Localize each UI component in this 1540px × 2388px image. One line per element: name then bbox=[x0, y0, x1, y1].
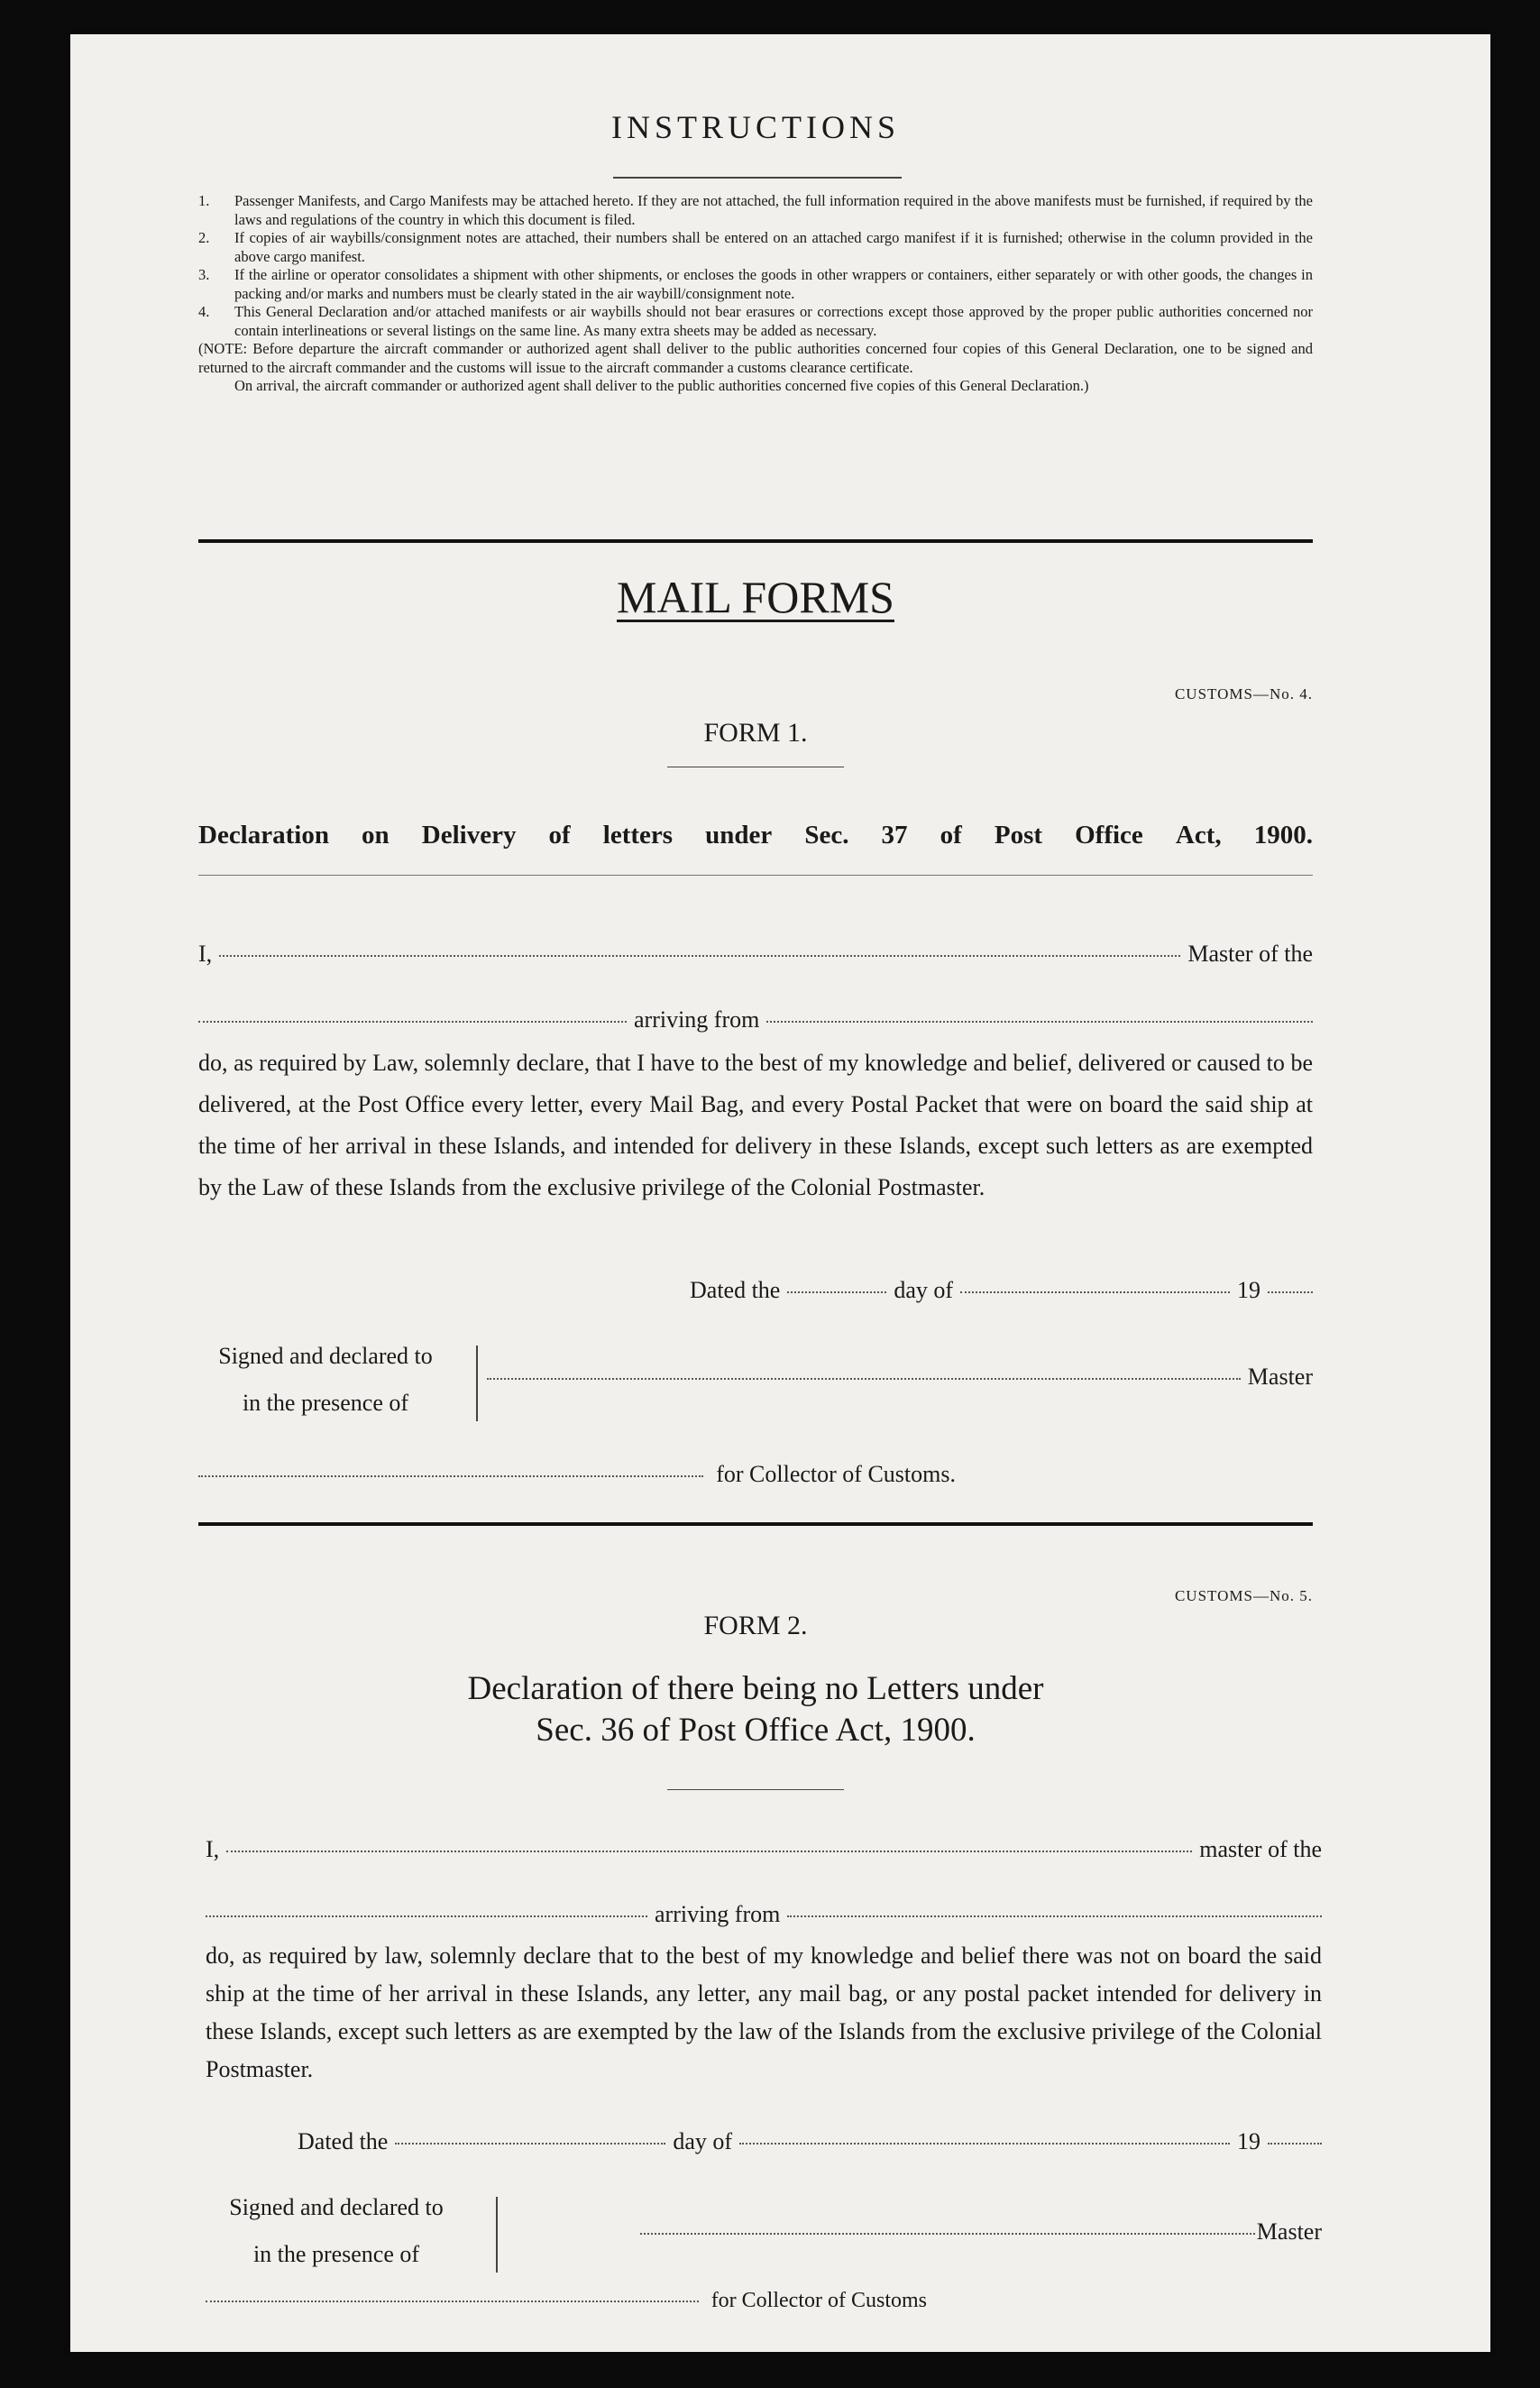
instruction-text: This General Declaration and/or attached manifests or air waybills should not bear erasures or corrections except those approved by the proper public authorities concerned nor contain interlineations or several listings on the same line. As many extra sheets may be added as necessary. bbox=[234, 303, 1313, 339]
day-of-label: day of bbox=[894, 1277, 954, 1303]
form2-declaration-body: do, as required by law, solemnly declare that to the best of my knowledge and belief there was not on board the said ship at the time of her arrival in these Islands, any letter, any mail bag, or any postal packet intended for delivery in these Islands, except such letters as are exempted by the law of the Islands from the exclusive privilege of the Colonial Postmaster. bbox=[206, 1943, 1322, 2082]
master-label: Master bbox=[1256, 2218, 1322, 2245]
instruction-note bbox=[198, 340, 1313, 396]
declaration-word: of bbox=[548, 821, 571, 850]
instruction-item bbox=[198, 229, 1313, 266]
year-field[interactable] bbox=[1268, 1291, 1313, 1293]
form1-declaration-body: do, as required by Law, solemnly declare, that I have to the best of my knowledge and belief, delivered or caused to be delivered, at the Post Office every letter, every Mail Bag, and every Postal Packet that were on board the said ship at the time of her arrival in these Islands, and intended for delivery in these Islands, except such letters as are exempted by the Law of these Islands from the exclusive privilege of the Colonial Postmaster. bbox=[198, 1050, 1313, 1200]
master-signature-line bbox=[640, 2218, 1322, 2246]
declaration-word: Act, bbox=[1175, 821, 1222, 850]
master-name-field[interactable] bbox=[219, 955, 1180, 957]
form2-heading-line-2: Sec. 36 of Post Office Act, 1900. bbox=[536, 1712, 976, 1749]
month-field[interactable] bbox=[739, 2143, 1230, 2145]
declaration-word: 37 bbox=[881, 821, 908, 850]
instruction-item bbox=[198, 192, 1313, 229]
document-page bbox=[70, 34, 1490, 2352]
form2-dated-line bbox=[298, 2128, 1322, 2155]
form2-customs-number: CUSTOMS—No. 5. bbox=[1174, 1587, 1313, 1604]
i-label: I, bbox=[206, 1836, 220, 1862]
signed-line-2: in the presence of bbox=[242, 1390, 409, 1416]
instruction-number: 3. bbox=[198, 266, 210, 283]
instruction-note-arrival: On arrival, the aircraft commander or authorized agent shall deliver to the public authorities concerned five copies of this General Declaration.) bbox=[234, 377, 1089, 394]
master-name-field[interactable] bbox=[226, 1851, 1192, 1852]
year-prefix-label: 19 bbox=[1237, 1277, 1260, 1303]
form1-master-line bbox=[198, 941, 1313, 968]
declaration-word: Sec. bbox=[804, 821, 849, 850]
signed-line-1: Signed and declared to bbox=[229, 2194, 444, 2220]
form1-collector-line bbox=[198, 1461, 956, 1488]
declaration-word: on bbox=[362, 821, 390, 850]
collector-signature-field[interactable] bbox=[206, 2301, 699, 2302]
instruction-number: 4. bbox=[198, 303, 210, 320]
form2-heading-line-1: Declaration of there being no Letters under bbox=[467, 1670, 1044, 1707]
instruction-item bbox=[198, 303, 1313, 340]
instruction-text: Passenger Manifests, and Cargo Manifests may be attached hereto. If they are not attached, the full information required in the above manifests must be furnished, if required by the laws and regulations of the country in which this document is filed. bbox=[234, 192, 1313, 228]
instructions-list bbox=[198, 192, 1313, 396]
year-prefix-label: 19 bbox=[1237, 2128, 1260, 2154]
master-signature-line bbox=[487, 1364, 1313, 1391]
form2-title: FORM 2. bbox=[703, 1611, 808, 1640]
declaration-word: letters bbox=[602, 821, 674, 850]
form1-declaration-heading bbox=[198, 821, 1313, 850]
arriving-from-label: arriving from bbox=[634, 1006, 760, 1033]
form-divider bbox=[198, 1522, 1313, 1526]
arriving-from-field[interactable] bbox=[787, 1915, 1322, 1917]
declaration-word: Office bbox=[1075, 821, 1143, 850]
master-of-the-label: Master of the bbox=[1187, 941, 1313, 967]
declaration-word: Post bbox=[994, 821, 1043, 850]
declaration-word: Delivery bbox=[421, 821, 517, 850]
master-signature-field[interactable] bbox=[640, 2233, 1255, 2235]
instruction-text: If copies of air waybills/consignment notes are attached, their numbers shall be entered on an attached cargo manifest if it is furnished; otherwise in the column provided in the above cargo manifest. bbox=[234, 229, 1313, 265]
instruction-number: 1. bbox=[198, 192, 210, 209]
declaration-word: Declaration bbox=[198, 821, 329, 850]
collector-signature-field[interactable] bbox=[198, 1475, 703, 1477]
section-divider bbox=[198, 539, 1313, 543]
arriving-from-label: arriving from bbox=[655, 1901, 781, 1927]
master-of-the-label: master of the bbox=[1199, 1836, 1322, 1862]
form2-arriving-line bbox=[206, 1901, 1322, 1928]
master-signature-field[interactable] bbox=[487, 1378, 1241, 1380]
collector-label: for Collector of Customs bbox=[710, 2289, 927, 2312]
day-of-label: day of bbox=[673, 2128, 733, 2154]
brace-icon bbox=[496, 2197, 507, 2273]
form1-dated-line bbox=[690, 1277, 1313, 1304]
brace-icon bbox=[476, 1346, 487, 1421]
collector-label: for Collector of Customs. bbox=[716, 1461, 956, 1487]
form2-declaration-heading bbox=[198, 1668, 1313, 1751]
declaration-word: 1900. bbox=[1253, 821, 1313, 850]
mail-forms-heading: MAIL FORMS bbox=[617, 572, 894, 622]
form1-signature-block bbox=[198, 1333, 1313, 1432]
signed-declared-label bbox=[198, 1333, 453, 1427]
form1-customs-number: CUSTOMS—No. 4. bbox=[1174, 685, 1313, 703]
instruction-number: 2. bbox=[198, 229, 210, 246]
master-label: Master bbox=[1247, 1364, 1313, 1390]
form1-arriving-line bbox=[198, 1006, 1313, 1033]
form2-title-rule bbox=[667, 1789, 844, 1790]
signed-declared-label bbox=[206, 2184, 467, 2278]
signed-line-1: Signed and declared to bbox=[218, 1343, 433, 1369]
form1-heading-rule bbox=[198, 875, 1313, 876]
declaration-word: under bbox=[705, 821, 773, 850]
day-field[interactable] bbox=[787, 1291, 886, 1293]
i-label: I, bbox=[198, 941, 213, 967]
form2-master-line bbox=[206, 1836, 1322, 1863]
year-field[interactable] bbox=[1268, 2143, 1322, 2145]
instructions-title: INSTRUCTIONS bbox=[610, 109, 900, 145]
instruction-note-departure: (NOTE: Before departure the aircraft commander or authorized agent shall deliver to the public authorities concerned four copies of this General Declaration, one to be signed and returned to the aircraft commander and the customs will issue to the aircraft commander a customs clearance certificate. bbox=[198, 340, 1313, 376]
form2-signature-block bbox=[198, 2184, 1322, 2283]
dated-the-label: Dated the bbox=[298, 2128, 389, 2154]
arriving-from-field[interactable] bbox=[766, 1021, 1313, 1023]
ship-name-field[interactable] bbox=[206, 1915, 647, 1917]
instruction-item bbox=[198, 266, 1313, 303]
month-field[interactable] bbox=[960, 1291, 1230, 1293]
form1-title: FORM 1. bbox=[703, 718, 808, 748]
day-field[interactable] bbox=[395, 2143, 665, 2145]
instruction-text: If the airline or operator consolidates a shipment with other shipments, or encloses the goods in other wrappers or containers, either separately or with other goods, the changes in packing and/or marks and numbers must be clearly stated in the air waybill/consignment note. bbox=[234, 266, 1313, 302]
declaration-word: of bbox=[940, 821, 962, 850]
dated-the-label: Dated the bbox=[690, 1277, 781, 1303]
form2-collector-line bbox=[206, 2289, 927, 2313]
instructions-title-rule bbox=[613, 177, 902, 179]
ship-name-field[interactable] bbox=[198, 1021, 627, 1023]
signed-line-2: in the presence of bbox=[252, 2241, 420, 2267]
